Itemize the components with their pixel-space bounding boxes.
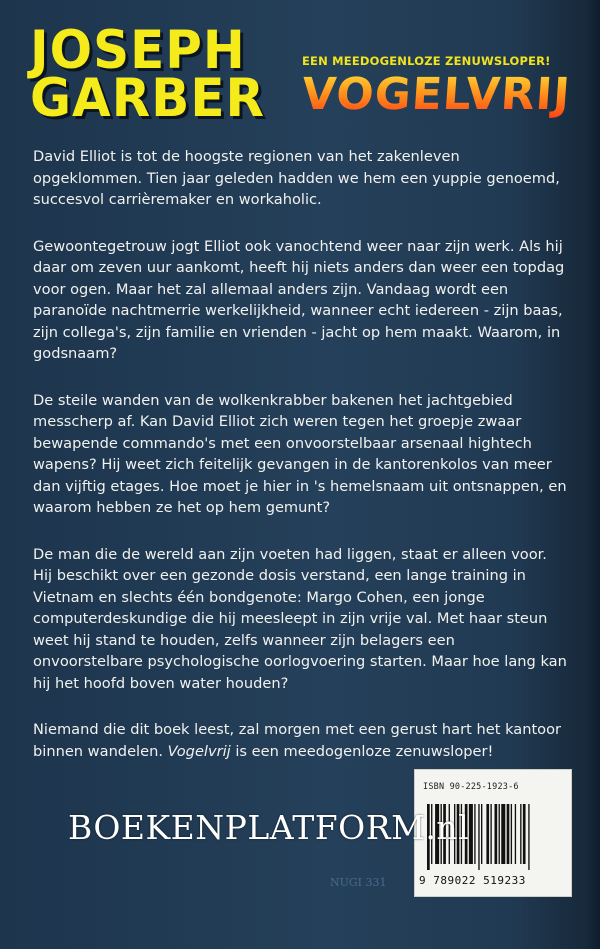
author-last-name: GARBER — [30, 67, 266, 129]
tagline: EEN MEEDOGENLOZE ZENUWSLOPER! — [302, 54, 551, 68]
blurb-p5-start: Niemand die dit boek leest, zal morgen met een gerust hart het kantoor binnen wandelen. — [33, 721, 562, 760]
barcode-stripe — [523, 804, 526, 864]
barcode-stripe — [515, 804, 516, 864]
barcode-stripe — [490, 804, 491, 864]
barcode-stripe — [495, 804, 498, 864]
blurb-paragraph-4: De man die de wereld aan zijn voeten had liggen, staat er alleen voor. Hij beschikt over een gezonde dosis verstand, een lange training in Vietnam en slechts één bondgenote: Margo Cohen, een jonge computerdeskundige die hij meesleept in zijn vrije val. Met haar steun weet hij stand te houden, zelfs wanneer zijn belagers een onvoorstelbare psychologische oorlogvoering starten. Maar hoe lang kan hij het hoofd boven water houden? — [33, 545, 567, 692]
barcode-stripe — [499, 804, 500, 864]
book-title: VOGELVRIJ — [300, 69, 573, 120]
blurb-paragraph-2: Gewoontegetrouw jogt Elliot ook vanochtend weer naar zijn werk. Als hij daar om zeven uur aankomt, heeft hij niets anders dan weer een topdag voor ogen. Maar het zal allemaal anders zijn. Vandaag wordt een paranoïde nachtmerrie werkelijkheid, wanneer echt iedereen - zijn baas, zijn collega's, zijn familie en vrienden - jacht op hem maakt. Waarom, in godsnaam? — [33, 237, 565, 362]
blurb-p5-title: Vogelvrij — [167, 742, 231, 760]
barcode-stripe — [511, 804, 512, 864]
barcode-stripe — [507, 804, 510, 864]
barcode-stripe — [501, 804, 505, 864]
author-first-name: JOSEPH — [30, 19, 246, 81]
blurb-p5-end: is een meedogenloze zenuwsloper! — [230, 742, 494, 760]
barcode-stripe — [486, 804, 489, 864]
barcode-stripe — [528, 804, 529, 870]
nugi-code: NUGI 331 — [330, 876, 387, 889]
barcode-stripe — [478, 804, 479, 870]
cover-edge — [586, 0, 600, 949]
barcode-stripe — [481, 804, 482, 864]
barcode-digits: 9 789022 519233 — [419, 874, 526, 887]
blurb-paragraph-1: David Elliot is tot de hoogste regionen van het zakenleven opgeklommen. Tien jaar geleden hadden we hem een yuppie genoemd, succesvol carrièremaker en workaholic. — [33, 148, 560, 208]
blurb-text — [33, 146, 568, 762]
isbn-text: ISBN 90-225-1923-6 — [423, 782, 519, 792]
watermark: BOEKENPLATFORM.nl — [68, 808, 470, 847]
barcode-stripe — [469, 804, 473, 864]
barcode-stripe — [474, 804, 475, 864]
barcode-stripe — [520, 804, 521, 864]
blurb-paragraph-3: De steile wanden van de wolkenkrabber bakenen het jachtgebied messcherp af. Kan David Elliot zich weren tegen het groepje zwaar bewapende commando's met een onvoorstelbaar arsenaal hightech wapens? Hij weet zich feitelijk gevangen in de kantorenkolos van meer dan vijftig etages. Hoe moet je hier in 's hemelsnaam uit ontsnappen, en waarom hebben ze het op hem gemunt? — [33, 391, 567, 516]
author-name — [30, 19, 266, 129]
blurb-paragraph-5 — [33, 719, 568, 762]
